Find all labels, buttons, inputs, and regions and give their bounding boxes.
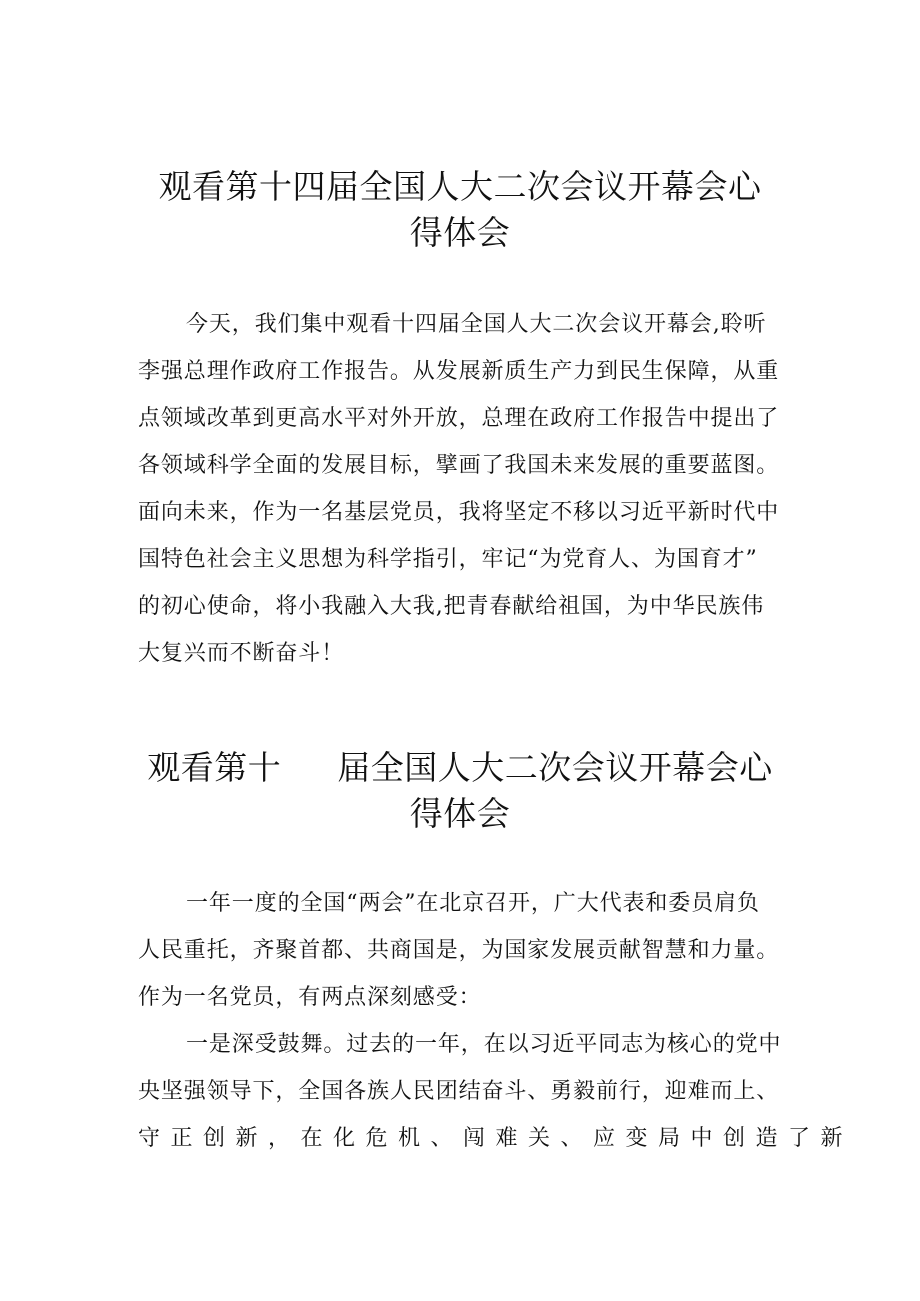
article1-paragraph [138,301,798,677]
text-line: 央坚强领导下，全国各族人民团结奋斗、勇毅前行，迎难而上、 [138,1079,780,1104]
article2-title-line2: 得体会 [409,794,511,833]
text-line: 面向未来，作为一名基层党员，我将坚定不移以习近平新时代中 [138,500,780,525]
text-line: 一年一度的全国“两会”在北京召开，广大代表和委员肩负 [186,891,760,916]
article2-paragraph-2 [138,1021,854,1162]
text-line: 李强总理作政府工作报告。从发展新质生产力到民生保障，从重 [138,359,780,384]
text-line: 各领域科学全面的发展目标，擘画了我国未来发展的重要蓝图。 [138,453,780,478]
text-line: 守正创新，在化危机、闯难关、应变局中创造了新 [138,1126,854,1151]
article2-title [130,745,790,837]
text-line: 人民重托，齐聚首都、共商国是，为国家发展贡献智慧和力量。 [138,938,780,963]
article2-paragraph-1 [138,880,798,1021]
article1-title-line1: 观看第十四届全国人大二次会议开幕会心 [158,167,762,206]
text-line: 作为一名党员，有两点深刻感受： [138,985,482,1010]
text-line: 大复兴而不断奋斗！ [138,641,345,666]
text-line: 的初心使命，将小我融入大我,把青春献给祖国，为中华民族伟 [138,594,765,619]
article2-title-line1 [130,745,790,791]
article2-title-part-a: 观看第十 [147,748,282,787]
article1-title [130,164,790,256]
text-line: 国特色社会主义思想为科学指引，牢记“为党育人、为国育才” [138,547,758,572]
article2-title-part-b: 届全国人大二次会议开幕会心 [337,748,773,787]
text-line: 一是深受鼓舞。过去的一年，在以习近平同志为核心的党中 [186,1032,782,1057]
text-line: 今天，我们集中观看十四届全国人大二次会议开幕会,聆听 [186,312,767,337]
text-line: 点领域改革到更高水平对外开放，总理在政府工作报告中提出了 [138,406,780,431]
article1-title-line2: 得体会 [409,213,511,252]
